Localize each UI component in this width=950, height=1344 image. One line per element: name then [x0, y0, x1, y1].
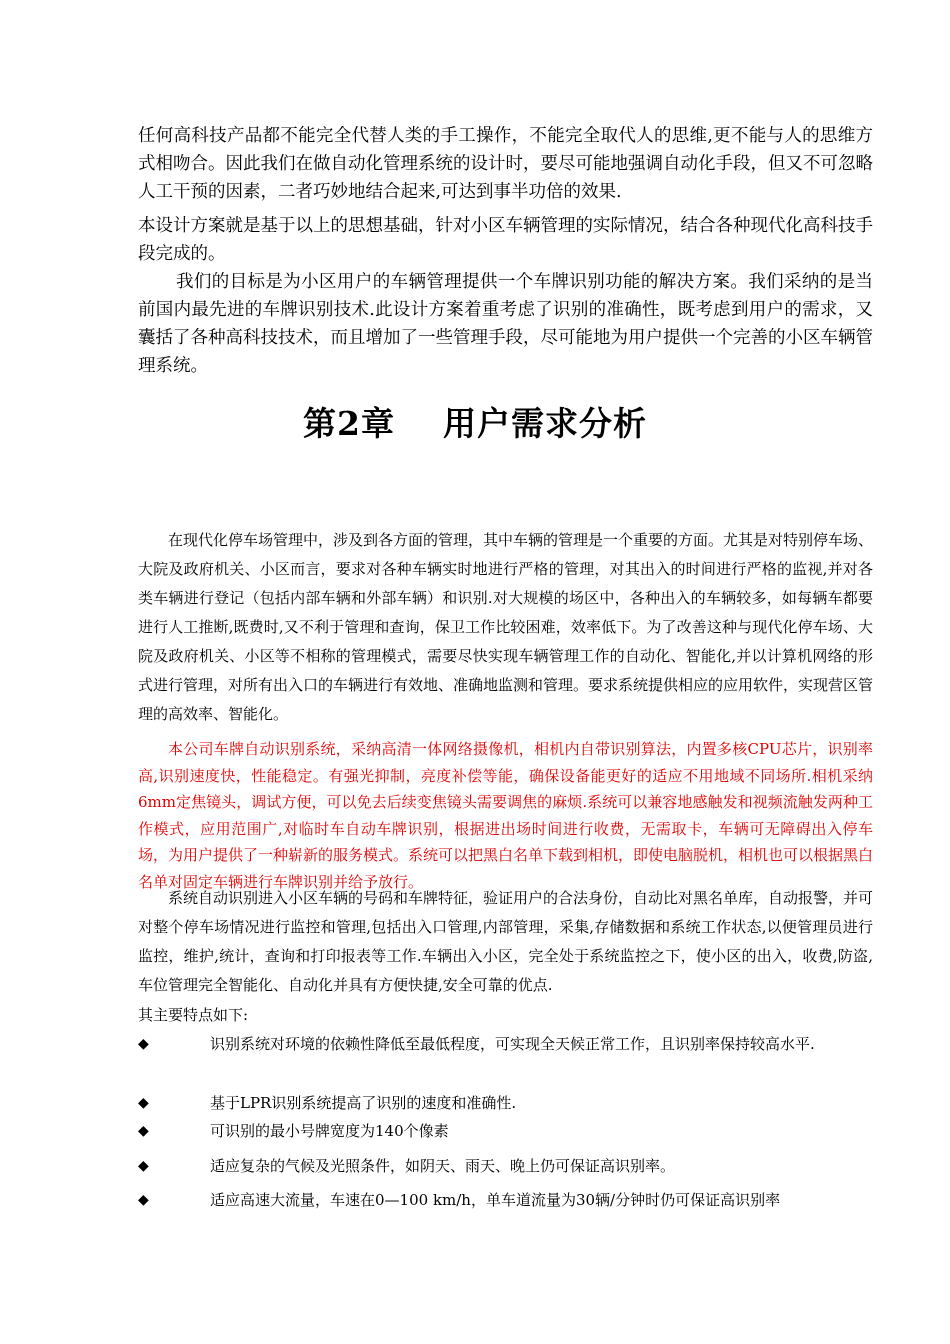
diamond-bullet-icon: ◆	[138, 1192, 149, 1208]
intro-paragraph-1: 任何高科技产品都不能完全代替人类的手工操作，不能完全取代人的思维,更不能与人的思维方式相吻合。因此我们在做自动化管理系统的设计时，要尽可能地强调自动化手段，但又不可忽略人工干预的因素，二者巧妙地结合起来,可达到事半功倍的效果.	[138, 126, 873, 202]
feature-text: 适应复杂的气候及光照条件，如阴天、雨天、晚上仍可保证高识别率。	[210, 1157, 676, 1175]
features-intro: 其主要特点如下:	[138, 1006, 249, 1024]
feature-item	[138, 1030, 873, 1058]
body-paragraph-3: 系统自动识别进入小区车辆的号码和车牌特征，验证用户的合法身份，自动比对黑名单库，自动报警，并可对整个停车场情况进行监控和管理,包括出入口管理,内部管理，采集,存储数据和系统工作状态,以便管理员进行监控，维护,统计，查询和打印报表等工作.车辆出入小区，完全处于系统监控之下，使小区的出入，收费,防盗,车位管理完全智能化、自动化并具有方便快捷,安全可靠的优点.	[138, 889, 874, 994]
body-paragraph-1: 在现代化停车场管理中，涉及到各方面的管理，其中车辆的管理是一个重要的方面。尤其是对特别停车场、大院及政府机关、小区而言，要求对各种车辆实时地进行严格的管理，对其出入的时间进行严格的监视,并对各类车辆进行登记（包括内部车辆和外部车辆）和识别.对大规模的场区中，各种出入的车辆较多，如每辆车都要进行人工推断,既费时,又不利于管理和查询，保卫工作比较困难，效率低下。为了改善这种与现代化停车场、大院及政府机关、小区等不相称的管理模式，需要尽快实现车辆管理工作的自动化、智能化,并以计算机网络的形式进行管理，对所有出入口的车辆进行有效地、准确地监测和管理。要求系统提供相应的应用软件，实现营区管理的高效率、智能化。	[138, 531, 874, 723]
feature-text: 适应高速大流量，车速在0—100 km/h，单车道流量为30辆/分钟时仍可保证高识别率	[210, 1191, 781, 1209]
chapter-title: 用户需求分析	[442, 404, 647, 443]
feature-item	[138, 1089, 873, 1117]
diamond-bullet-icon: ◆	[138, 1158, 149, 1174]
diamond-bullet-icon: ◆	[138, 1123, 149, 1139]
diamond-bullet-icon: ◆	[138, 1095, 149, 1111]
highlighted-paragraph: 本公司车牌自动识别系统，采纳高清一体网络摄像机，相机内自带识别算法，内置多核CPU芯片，识别率高,识别速度快，性能稳定。有强光抑制，亮度补偿等能，确保设备能更好的适应不用地域不同场所.相机采纳6mm定焦镜头，调试方便，可以免去后续变焦镜头需要调焦的麻烦.系统可以兼容地感触发和视频流触发两种工作模式，应用范围广,对临时车自动车牌识别，根据进出场时间进行收费，无需取卡，车辆可无障碍出入停车场，为用户提供了一种崭新的服务模式。系统可以把黑白名单下载到相机，即使电脑脱机，相机也可以根据黑白名单对固定车辆进行车牌识别并给予放行。	[138, 740, 874, 891]
feature-item	[138, 1186, 873, 1214]
diamond-bullet-icon: ◆	[138, 1036, 149, 1052]
feature-text: 可识别的最小号牌宽度为140个像素	[210, 1122, 449, 1140]
chapter-heading	[0, 398, 950, 445]
feature-text: 基于LPR识别系统提高了识别的速度和准确性.	[210, 1094, 517, 1112]
feature-item	[138, 1117, 873, 1145]
chapter-number: 第2章	[303, 404, 395, 443]
intro-paragraph-2: 本设计方案就是基于以上的思想基础，针对小区车辆管理的实际情况，结合各种现代化高科技手段完成的。	[138, 216, 873, 264]
feature-item	[138, 1152, 873, 1180]
intro-paragraph-3: 我们的目标是为小区用户的车辆管理提供一个车牌识别功能的解决方案。我们采纳的是当前国内最先进的车牌识别技术.此设计方案着重考虑了识别的准确性，既考虑到用户的需求，又囊括了各种高科技技术，而且增加了一些管理手段，尽可能地为用户提供一个完善的小区车辆管理系统。	[138, 272, 873, 376]
feature-text: 识别系统对环境的依赖性降低至最低程度，可实现全天候正常工作，且识别率保持较高水平.	[210, 1035, 815, 1053]
